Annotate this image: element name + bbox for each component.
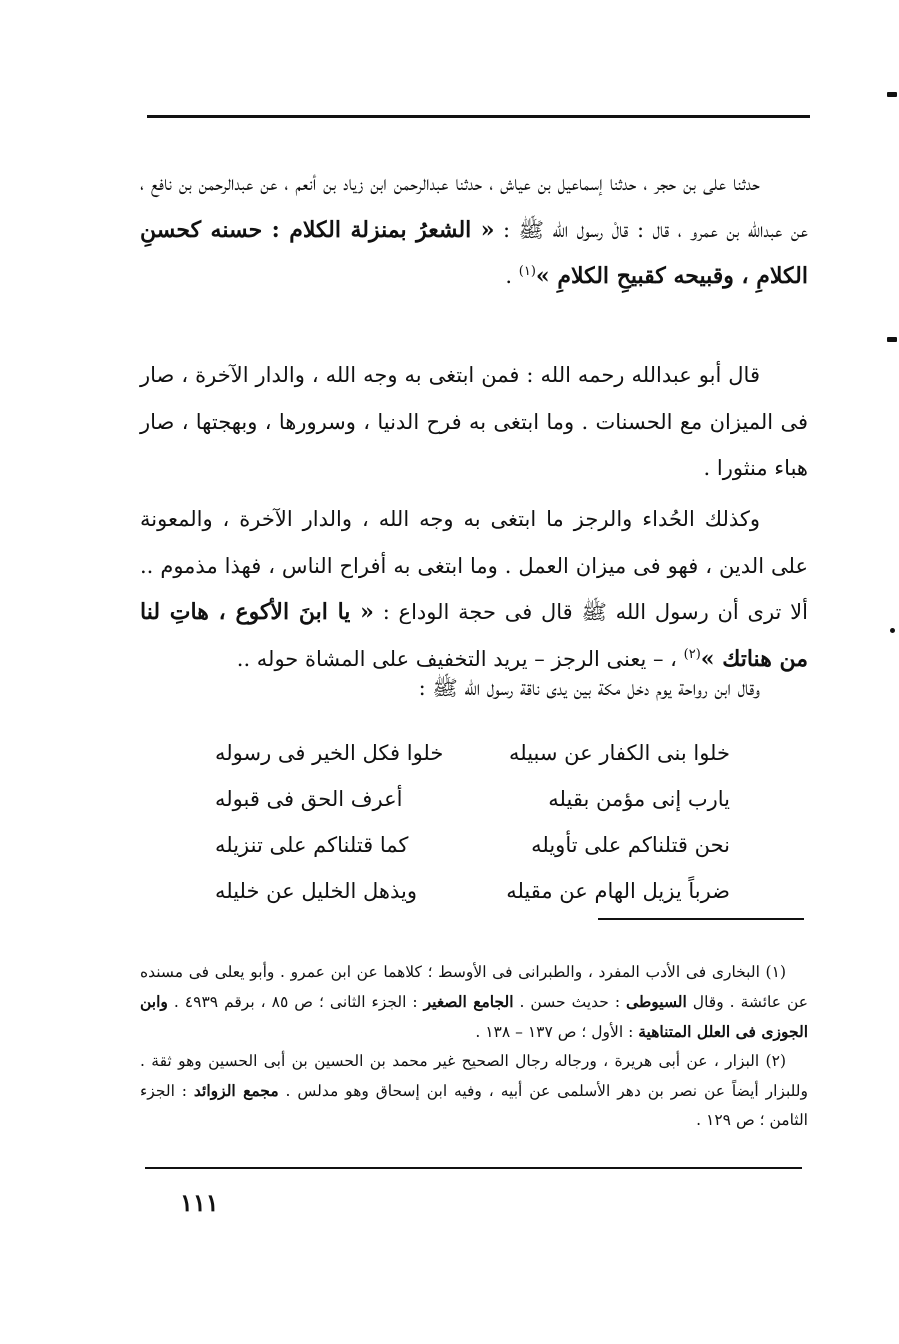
paragraph — [140, 665, 808, 712]
passage-commentary — [140, 352, 808, 492]
text-run: حدثنا على بن حجر ، حدثنا إسماعيل بن عياش ، حدثنا عبدالرحمن ابن زياد بن أنعم ، عن عبدالرحمن بن نافع ، عن عبدالله بن عمرو ، قال : قالْ رسول الله ﷺ : — [140, 171, 808, 242]
verse-first-hemistich: نحن قتلناكم على تأويله — [531, 833, 730, 857]
text-run: قال أبو عبدالله رحمه الله : فمن ابتغى به وجه الله ، والدار الآخرة ، صار فى الميزان مع الحسنات . وما ابتغى به فرح الدنيا ، وسرورها ، وبهجتها ، صار هباء منثورا . — [140, 363, 808, 480]
footnote-ref: (١) — [518, 264, 536, 279]
paragraph — [140, 496, 808, 682]
verse-row — [215, 868, 730, 914]
passage-huda — [140, 496, 808, 682]
passage-hadith — [140, 160, 808, 300]
text-run: (١) البخارى فى الأدب المفرد ، والطبرانى فى الأوسط ؛ كلاهما عن ابن عمرو . وأبو يعلى فى مسنده عن عائشة . وقال — [140, 963, 809, 1011]
footer-rule — [145, 1167, 802, 1169]
text-run: : حديث حسن . — [513, 993, 627, 1011]
header-rule — [147, 115, 810, 118]
text-run: . — [505, 264, 519, 288]
emphasized-text: الجامع الصغير — [423, 992, 514, 1011]
verse-first-hemistich: يارب إنى مؤمن بقيله — [548, 787, 730, 811]
emphasized-text: « يا ابنَ الأكوع ، هاتِ لنا من هناتك » — [140, 599, 808, 672]
text-run: ، – يعنى الرجز – يريد التخفيف على المشاة حوله .. — [236, 646, 684, 671]
verse-row — [215, 730, 730, 776]
verse-second-hemistich: ويذهل الخليل عن خليله — [215, 879, 417, 903]
verse-second-hemistich: أعرف الحق فى قبوله — [215, 787, 403, 811]
text-run: : الجزء الثانى ؛ ص ٨٥ ، برقم ٤٩٣٩ . — [167, 993, 424, 1011]
verse-first-hemistich: ضرباً يزيل الهام عن مقيله — [506, 879, 730, 903]
text-run: : الجزء الثامن ؛ ص ١٢٩ . — [140, 1082, 808, 1129]
paragraph — [140, 352, 808, 492]
text-run: (٢) البزار ، عن أبى هريرة ، ورجاله رجال الصحيح غير محمد بن الحسين بن أبى الحسين وهو ثقة . وللبزار أيضاً عن نصر بن دهر الأسلمى عن أبيه ، وفيه ابن إسحاق وهو مدلس . — [140, 1052, 808, 1100]
passage-intro-verses — [140, 665, 808, 712]
page-number: ١١١ — [180, 1188, 219, 1217]
poem-verses — [215, 730, 730, 914]
emphasized-text: وابن الجوزى فى العلل المتناهية — [140, 992, 808, 1041]
verse-row — [215, 822, 730, 868]
text-run: وقال ابن رواحة يوم دخل مكة بين يدى ناقة رسول الله ﷺ : — [418, 676, 760, 700]
emphasized-text: « الشعرُ بمنزلة الكلام : حسنه كحسنِ الكلامِ ، وقبيحه كقبيحِ الكلامِ » — [140, 216, 808, 289]
edge-mark — [890, 628, 895, 633]
footnote — [140, 1047, 808, 1135]
verse-second-hemistich: خلوا فكل الخير فى رسوله — [215, 741, 444, 765]
footnotes — [140, 958, 808, 1135]
edge-mark — [887, 92, 897, 97]
verse-row — [215, 776, 730, 822]
paragraph — [140, 160, 808, 300]
footnote-ref: (٢) — [683, 646, 701, 662]
emphasized-text: السيوطى — [626, 992, 687, 1011]
verse-second-hemistich: كما قتلناكم على تنزيله — [215, 833, 409, 857]
footnote-separator — [598, 918, 804, 920]
text-run: وكذلك الحُداء والرجز ما ابتغى به وجه الله ، والدار الآخرة ، والمعونة على الدين ، فهو فى ميزان العمل . وما ابتغى به أفراح الناس ، فهذا مذموم .. ألا ترى أن رسول الله ﷺ قال فى حجة الوداع : — [140, 507, 808, 624]
text-run: : الأول ؛ ص ١٣٧ – ١٣٨ . — [475, 1023, 639, 1041]
edge-mark — [887, 337, 897, 342]
emphasized-text: مجمع الزوائد — [193, 1081, 279, 1100]
footnote — [140, 958, 808, 1047]
verse-first-hemistich: خلوا بنى الكفار عن سبيله — [509, 741, 730, 765]
